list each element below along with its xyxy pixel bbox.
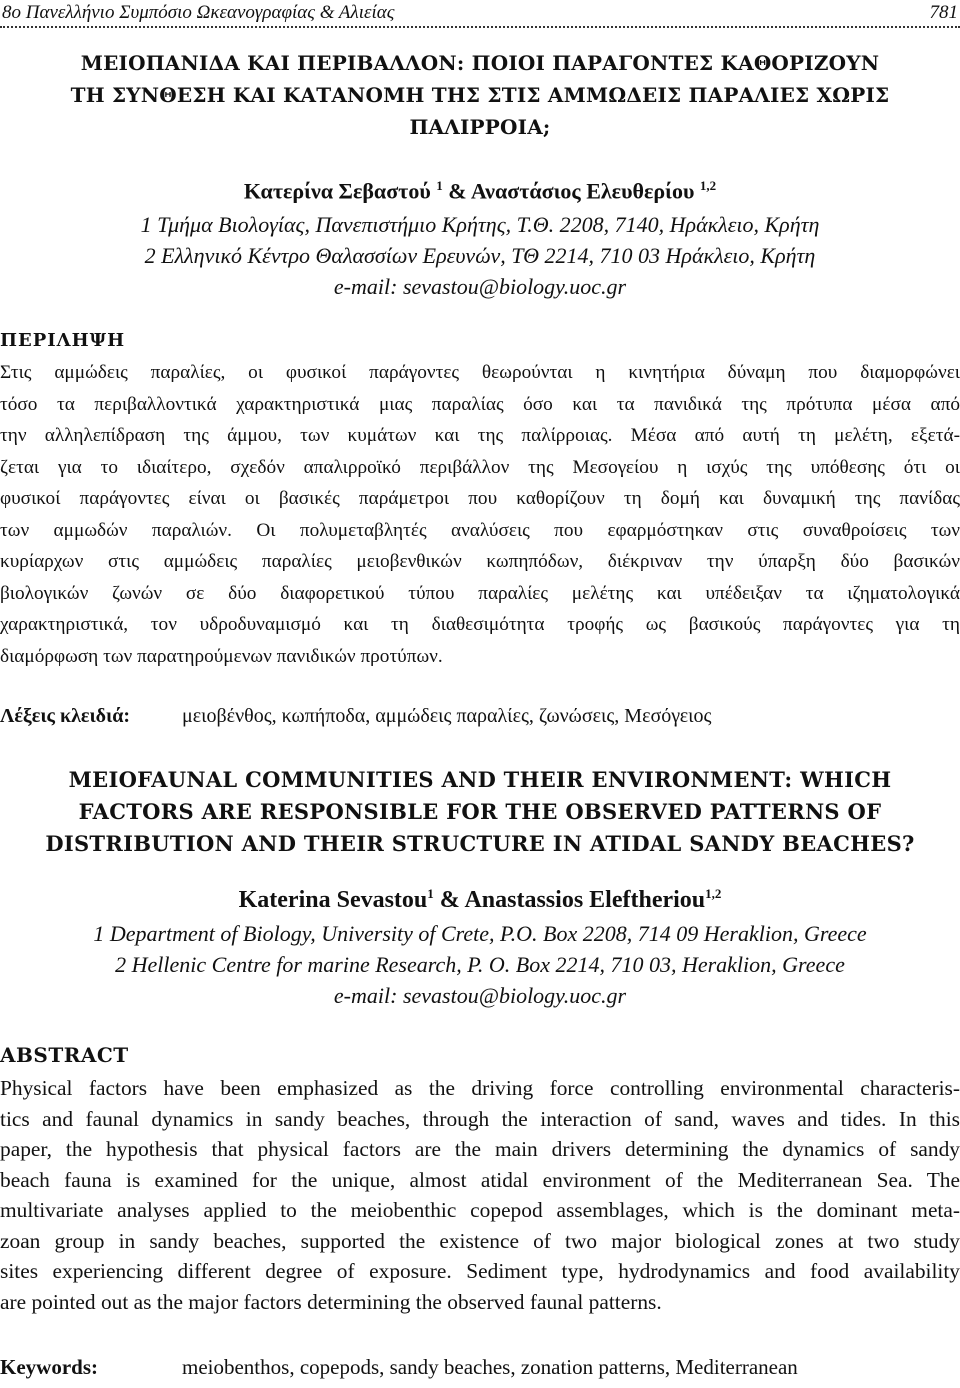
english-abstract-line: tics and faunal dynamics in sandy beaches, through the interaction of sand, waves and tides. In this [0,1106,960,1131]
greek-title-line: ΠΑΛΙΡΡΟΙΑ; [409,115,551,139]
greek-author-2-sup: 1,2 [699,178,717,193]
greek-abstract-line: ζεται για το ιδιαίτερο, σχεδόν απαλιρροϊκό περιβάλλον της Μεσογείου η ισχύς της υπόθεσης ότι οι [0,456,960,478]
greek-abstract-line: των αμμωδών παραλιών. Οι πολυμεταβλητές αναλύσεις που εφαρμόστηκαν στις συναθροίσεις των [0,519,960,541]
english-abstract-line: paper, the hypothesis that physical factors are the main drivers determining the dynamics of sandy [0,1137,960,1161]
english-affiliation-1: 1 Department of Biology, University of Crete, P.O. Box 2208, 714 09 Heraklion, Greece [93,921,867,946]
greek-author-2: Αναστάσιος Ελευθερίου [470,178,695,204]
english-keywords: meiobenthos, copepods, sandy beaches, zonation patterns, Mediterranean [182,1355,798,1379]
greek-author-1: Κατερίνα Σεβαστού [243,178,431,204]
greek-abstract-line: φυσικοί παράγοντες είναι οι βασικές παράμετροι που καθορίζουν τη δομή και δυναμική της πανίδας [0,488,960,509]
english-affiliation-2: 2 Hellenic Centre for marine Research, P. O. Box 2214, 710 03, Heraklion, Greece [115,952,845,977]
greek-abstract-line: τόσο τα περιβαλλοντικά χαρακτηριστικά μιας παραλίας όσο και τα πανιδικά της πρότυπα μέσα από [0,393,960,415]
english-author-1-sup: 1 [427,886,434,901]
greek-title-line: ΤΗ ΣΥΝΘΕΣΗ ΚΑΙ ΚΑΤΑΝΟΜΗ ΤΗΣ ΣΤΙΣ ΑΜΜΩΔΕΙΣ ΠΑΡΑΛΙΕΣ ΧΩΡΙΣ [70,83,890,107]
page-header [0,0,960,28]
english-email: e-mail: sevastou@biology.uoc.gr [333,983,627,1008]
greek-keywords: μειοβένθος, κωπήποδα, αμμώδεις παραλίες, ζωνώσεις, Μεσόγειος [182,705,712,727]
greek-title [0,47,960,143]
english-abstract-line: Physical factors have been emphasized as the driving force controlling environmental characteris- [0,1076,960,1100]
english-abstract-line: beach fauna is examined for the unique, almost atidal environment of the Mediterranean Sea. The [0,1167,960,1192]
greek-email: e-mail: sevastou@biology.uoc.gr [333,274,627,299]
greek-abstract-line: βιολογικών ζωνών σε δύο διαφορετικού τύπου παραλίες μελέτης και υπέδειξαν τα ιζηματολογικά [0,582,960,604]
english-title [0,764,960,860]
english-abstract [0,1073,960,1317]
greek-abstract-line: διαμόρφωση των παρατηρούμενων πανιδικών προτύπων. [0,645,443,667]
greek-author-1-sup: 1 [436,178,443,193]
greek-abstract-heading: ΠΕΡΙΛΗΨΗ [0,330,126,351]
greek-abstract-line: την αλληλεπίδραση της άμμου, των κυμάτων και της παλίρροιας. Μέσα από αυτή τη μελέτη, εξετά- [0,425,960,446]
english-author-2: Anastassios Eleftheriou [464,887,706,913]
english-abstract-line: multivariate analyses applied to the meiobenthic copepod assemblages, which is the dominant meta- [0,1198,960,1222]
greek-affiliation-2: 2 Ελληνικό Κέντρο Θαλασσίων Ερευνών, ΤΘ 2214, 710 03 Ηράκλειο, Κρήτη [144,243,816,268]
greek-abstract-line: κυρίαρχων στις αμμώδεις παραλίες μειοβενθικών κωπηπόδων, διέκριναν την ύπαρξη δύο βασικών [0,551,960,572]
english-title-line: DISTRIBUTION AND THEIR STRUCTURE IN ATIDAL SANDY BEACHES? [45,831,915,856]
english-authors [0,886,960,914]
english-abstract-line: zoan group in sandy beaches, supported the existence of two major biological zones at two study [0,1228,960,1253]
english-author-1: Katerina Sevastou [238,887,428,913]
page-number: 781 [929,2,958,23]
greek-title-line: ΜΕΙΟΠΑΝΙΔΑ ΚΑΙ ΠΕΡΙΒΑΛΛΟΝ: ΠΟΙΟΙ ΠΑΡΑΓΟΝΤΕΣ ΚΑΘΟΡΙΖΟΥΝ [80,51,880,75]
conference-title: 8ο Πανελλήνιο Συμπόσιο Ωκεανογραφίας & Αλιείας [2,2,395,23]
greek-affiliation-1: 1 Τμήμα Βιολογίας, Πανεπιστήμιο Κρήτης, Τ.Θ. 2208, 7140, Ηράκλειο, Κρήτη [140,212,820,237]
greek-abstract-line: Στις αμμώδεις παραλίες, οι φυσικοί παράγοντες θεωρούνται η κινητήρια δύναμη που διαμορφώνει [0,362,960,383]
english-abstract-line: sites experiencing different degree of exposure. Sediment type, hydrodynamics and food availability [0,1259,960,1283]
greek-abstract-line: χαρακτηριστικά, τον υδροδυναμισμό και τη διαθεσιμότητα τροφής ως βασικούς παράγοντες για τη [0,614,960,635]
english-keywords-label: Keywords: [0,1355,98,1379]
header-divider [0,26,960,28]
english-author-separator: & [433,887,465,913]
english-abstract-heading: ABSTRACT [0,1043,129,1067]
greek-authors [0,178,960,204]
greek-abstract [0,357,960,672]
greek-keywords-label: Λέξεις κλειδιά: [0,705,131,727]
english-abstract-line: are pointed out as the major factors determining the observed faunal patterns. [0,1289,662,1314]
english-author-2-sup: 1,2 [705,886,722,901]
english-title-line: FACTORS ARE RESPONSIBLE FOR THE OBSERVED PATTERNS OF [78,799,882,824]
english-title-line: MEIOFAUNAL COMMUNITIES AND THEIR ENVIRONMENT: WHICH [68,767,892,792]
greek-author-separator: & [442,178,471,204]
